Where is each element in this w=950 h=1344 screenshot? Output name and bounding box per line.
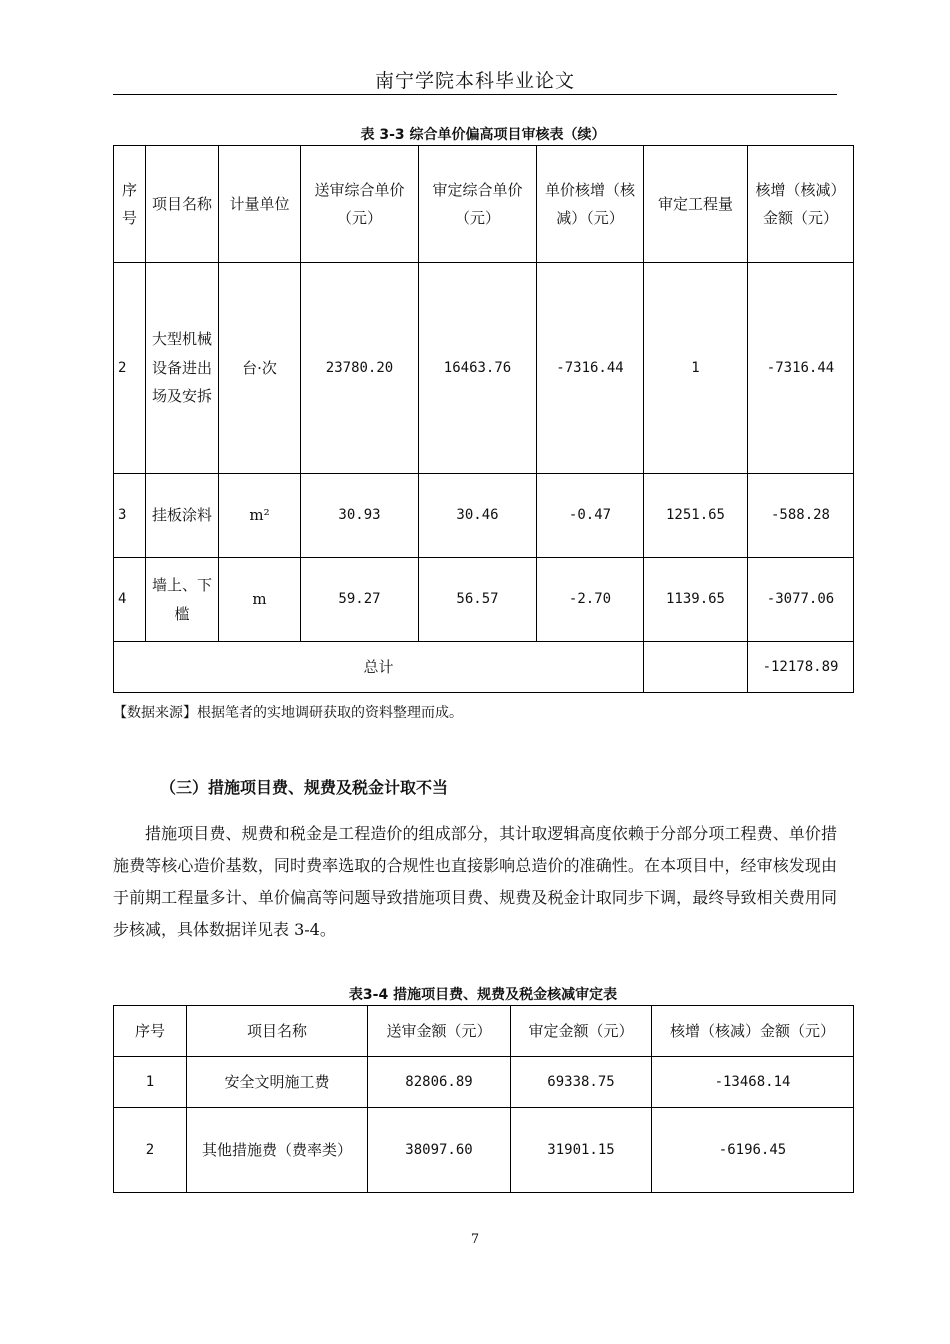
table-cell: 30.93 — [301, 474, 419, 558]
table1-header-cell: 审定工程量 — [644, 146, 748, 263]
table-cell: -13468.14 — [652, 1057, 854, 1108]
table-cell: m — [219, 558, 301, 642]
table1-header-cell: 核增（核减）金额（元） — [748, 146, 854, 263]
table-cell: -588.28 — [748, 474, 854, 558]
table-cell: 59.27 — [301, 558, 419, 642]
table-cell: 31901.15 — [511, 1108, 652, 1193]
table-cell — [644, 642, 748, 693]
table-cell: -7316.44 — [537, 263, 644, 474]
table-cell: 23780.20 — [301, 263, 419, 474]
table-cell: -7316.44 — [748, 263, 854, 474]
table1-total-label: 总计 — [114, 642, 644, 693]
table1-total-row — [114, 642, 854, 693]
table-cell: m² — [219, 474, 301, 558]
table-cell: 其他措施费（费率类） — [187, 1108, 368, 1193]
table-cell: 1251.65 — [644, 474, 748, 558]
body-paragraph: 措施项目费、规费和税金是工程造价的组成部分，其计取逻辑高度依赖于分部分项工程费、单价措施费等核心造价基数，同时费率选取的合规性也直接影响总造价的准确性。在本项目中，经审核发现由于前期工程量多计、单价偏高等问题导致措施项目费、规费及税金计取同步下调，最终导致相关费用同步核减，具体数据详见表 3-4。 — [113, 824, 837, 939]
table-cell: 1139.65 — [644, 558, 748, 642]
table1 — [113, 145, 854, 693]
table2-header-cell: 核增（核减）金额（元） — [652, 1006, 854, 1057]
table1-header-cell: 送审综合单价（元） — [301, 146, 419, 263]
table-row — [114, 558, 854, 642]
table-cell: -0.47 — [537, 474, 644, 558]
table1-header-cell: 审定综合单价（元） — [419, 146, 537, 263]
table-cell: 2 — [114, 1108, 187, 1193]
table1-header-row — [114, 146, 854, 263]
table2-header-cell: 项目名称 — [187, 1006, 368, 1057]
table-row — [114, 1057, 854, 1108]
table-cell: 82806.89 — [368, 1057, 511, 1108]
table-cell: 2 — [114, 263, 146, 474]
table2-header-cell: 序号 — [114, 1006, 187, 1057]
source-note: 【数据来源】根据笔者的实地调研获取的资料整理而成。 — [113, 705, 463, 721]
table-cell: 挂板涂料 — [146, 474, 219, 558]
table-cell: 4 — [114, 558, 146, 642]
page-number: 7 — [470, 1232, 480, 1247]
table-row — [114, 1108, 854, 1193]
table-cell: 16463.76 — [419, 263, 537, 474]
table2-header-cell: 送审金额（元） — [368, 1006, 511, 1057]
table-cell: 大型机械设备进出场及安拆 — [146, 263, 219, 474]
table-cell: 1 — [644, 263, 748, 474]
header-rule — [113, 94, 837, 95]
table-cell: -3077.06 — [748, 558, 854, 642]
page-header: 南宁学院本科毕业论文 — [374, 70, 575, 92]
table1-header-cell: 单价核增（核减）（元） — [537, 146, 644, 263]
table1-caption: 表 3-3 综合单价偏高项目审核表（续） — [360, 127, 606, 143]
table2-header-cell: 审定金额（元） — [511, 1006, 652, 1057]
table-cell: 69338.75 — [511, 1057, 652, 1108]
table-cell: 1 — [114, 1057, 187, 1108]
table-cell: 3 — [114, 474, 146, 558]
table-cell: 38097.60 — [368, 1108, 511, 1193]
section-heading: （三）措施项目费、规费及税金计取不当 — [160, 778, 449, 797]
table2 — [113, 1005, 854, 1193]
table-cell: 30.46 — [419, 474, 537, 558]
table-cell: 台·次 — [219, 263, 301, 474]
table-cell: -6196.45 — [652, 1108, 854, 1193]
table1-header-cell: 计量单位 — [219, 146, 301, 263]
table-row — [114, 474, 854, 558]
table-cell: 56.57 — [419, 558, 537, 642]
table1-header-cell: 项目名称 — [146, 146, 219, 263]
table2-caption: 表3-4 措施项目费、规费及税金核减审定表 — [348, 987, 618, 1003]
table-cell: -2.70 — [537, 558, 644, 642]
table2-header-row — [114, 1006, 854, 1057]
table1-header-cell: 序号 — [114, 146, 146, 263]
table1-total-value: -12178.89 — [748, 642, 854, 693]
table-cell: 墙上、下槛 — [146, 558, 219, 642]
table-cell: 安全文明施工费 — [187, 1057, 368, 1108]
table-row — [114, 263, 854, 474]
